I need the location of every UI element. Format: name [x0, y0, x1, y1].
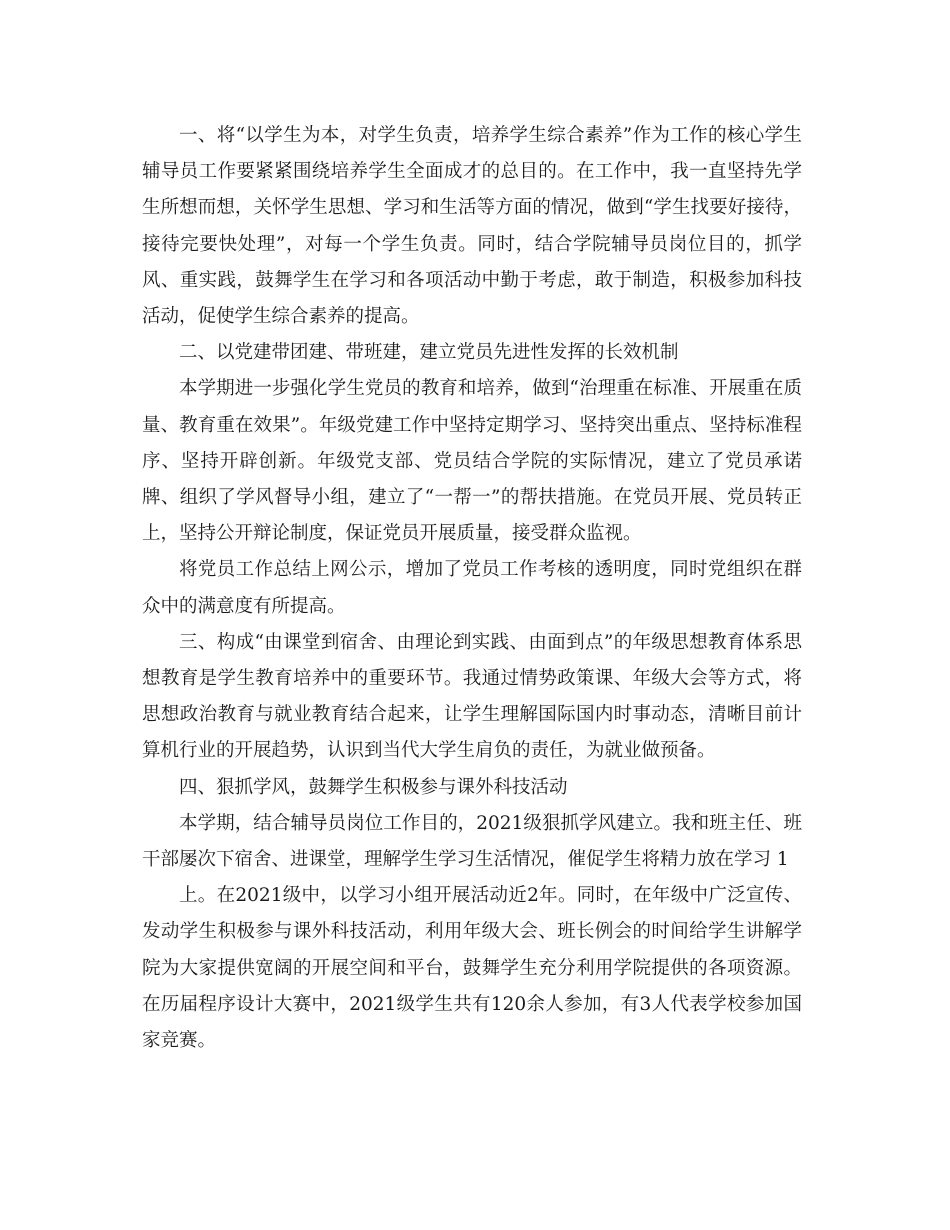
paragraph-section-3: 三、构成“由课堂到宿舍、由理论到实践、由面到点”的年级思想教育体系思想教育是学生教育培养中的重要环节。我通过情势政策课、年级大会等方式，将思想政治教育与就业教育结合起来，让学生理解国际国内时事动态，清晰目前计算机行业的开展趋势，认识到当代大学生肩负的责任，为就业做预备。	[142, 631, 802, 762]
paragraph-study-groups: 上。在2021级中，以学习小组开展活动近2年。同时，在年级中广泛宣传、发动学生积极参与课外科技活动，利用年级大会、班长例会的时间给学生讲解学院为大家提供宽阔的开展空间和平台，鼓舞学生充分利用学院提供的各项资源。在历届程序设计大赛中，2021级学生共有120余人参加，有3人代表学校参加国家竞赛。	[142, 885, 802, 1052]
document-body	[142, 118, 802, 1059]
heading-section-4: 四、狠抓学风，鼓舞学生积极参与课外科技活动	[179, 776, 568, 798]
paragraph-study-style: 本学期，结合辅导员岗位工作目的，2021级狠抓学风建立。我和班主任、班干部屡次下宿舍、进课堂，理解学生学习生活情况，催促学生将精力放在学习 1	[142, 812, 802, 871]
heading-section-2: 二、以党建带团建、带班建，建立党员先进性发挥的长效机制	[179, 342, 679, 364]
paragraph-section-1: 一、将“以学生为本，对学生负责，培养学生综合素养”作为工作的核心学生辅导员工作要紧紧围绕培养学生全面成才的总目的。在工作中，我一直坚持先学生所想而想，关怀学生思想、学习和生活等方面的情况，做到“学生找要好接待，接待完要快处理”，对每一个学生负责。同时，结合学院辅导员岗位目的，抓学风、重实践，鼓舞学生在学习和各项活动中勤于考虑，敢于制造，积极参加科技活动，促使学生综合素养的提高。	[142, 125, 802, 328]
paragraph-party-publicity: 将党员工作总结上网公示，增加了党员工作考核的透明度，同时党组织在群众中的满意度有所提高。	[142, 559, 802, 617]
paragraph-party-building: 本学期进一步强化学生党员的教育和培养，做到“治理重在标准、开展重在质量、教育重在效果”。年级党建工作中坚持定期学习、坚持突出重点、坚持标准程序、坚持开辟创新。年级党支部、党员结合学院的实际情况，建立了党员承诺牌、组织了学风督导小组，建立了“一帮一”的帮扶措施。在党员开展、党员转正上，坚持公开辩论制度，保证党员开展质量，接受群众监视。	[142, 378, 802, 545]
